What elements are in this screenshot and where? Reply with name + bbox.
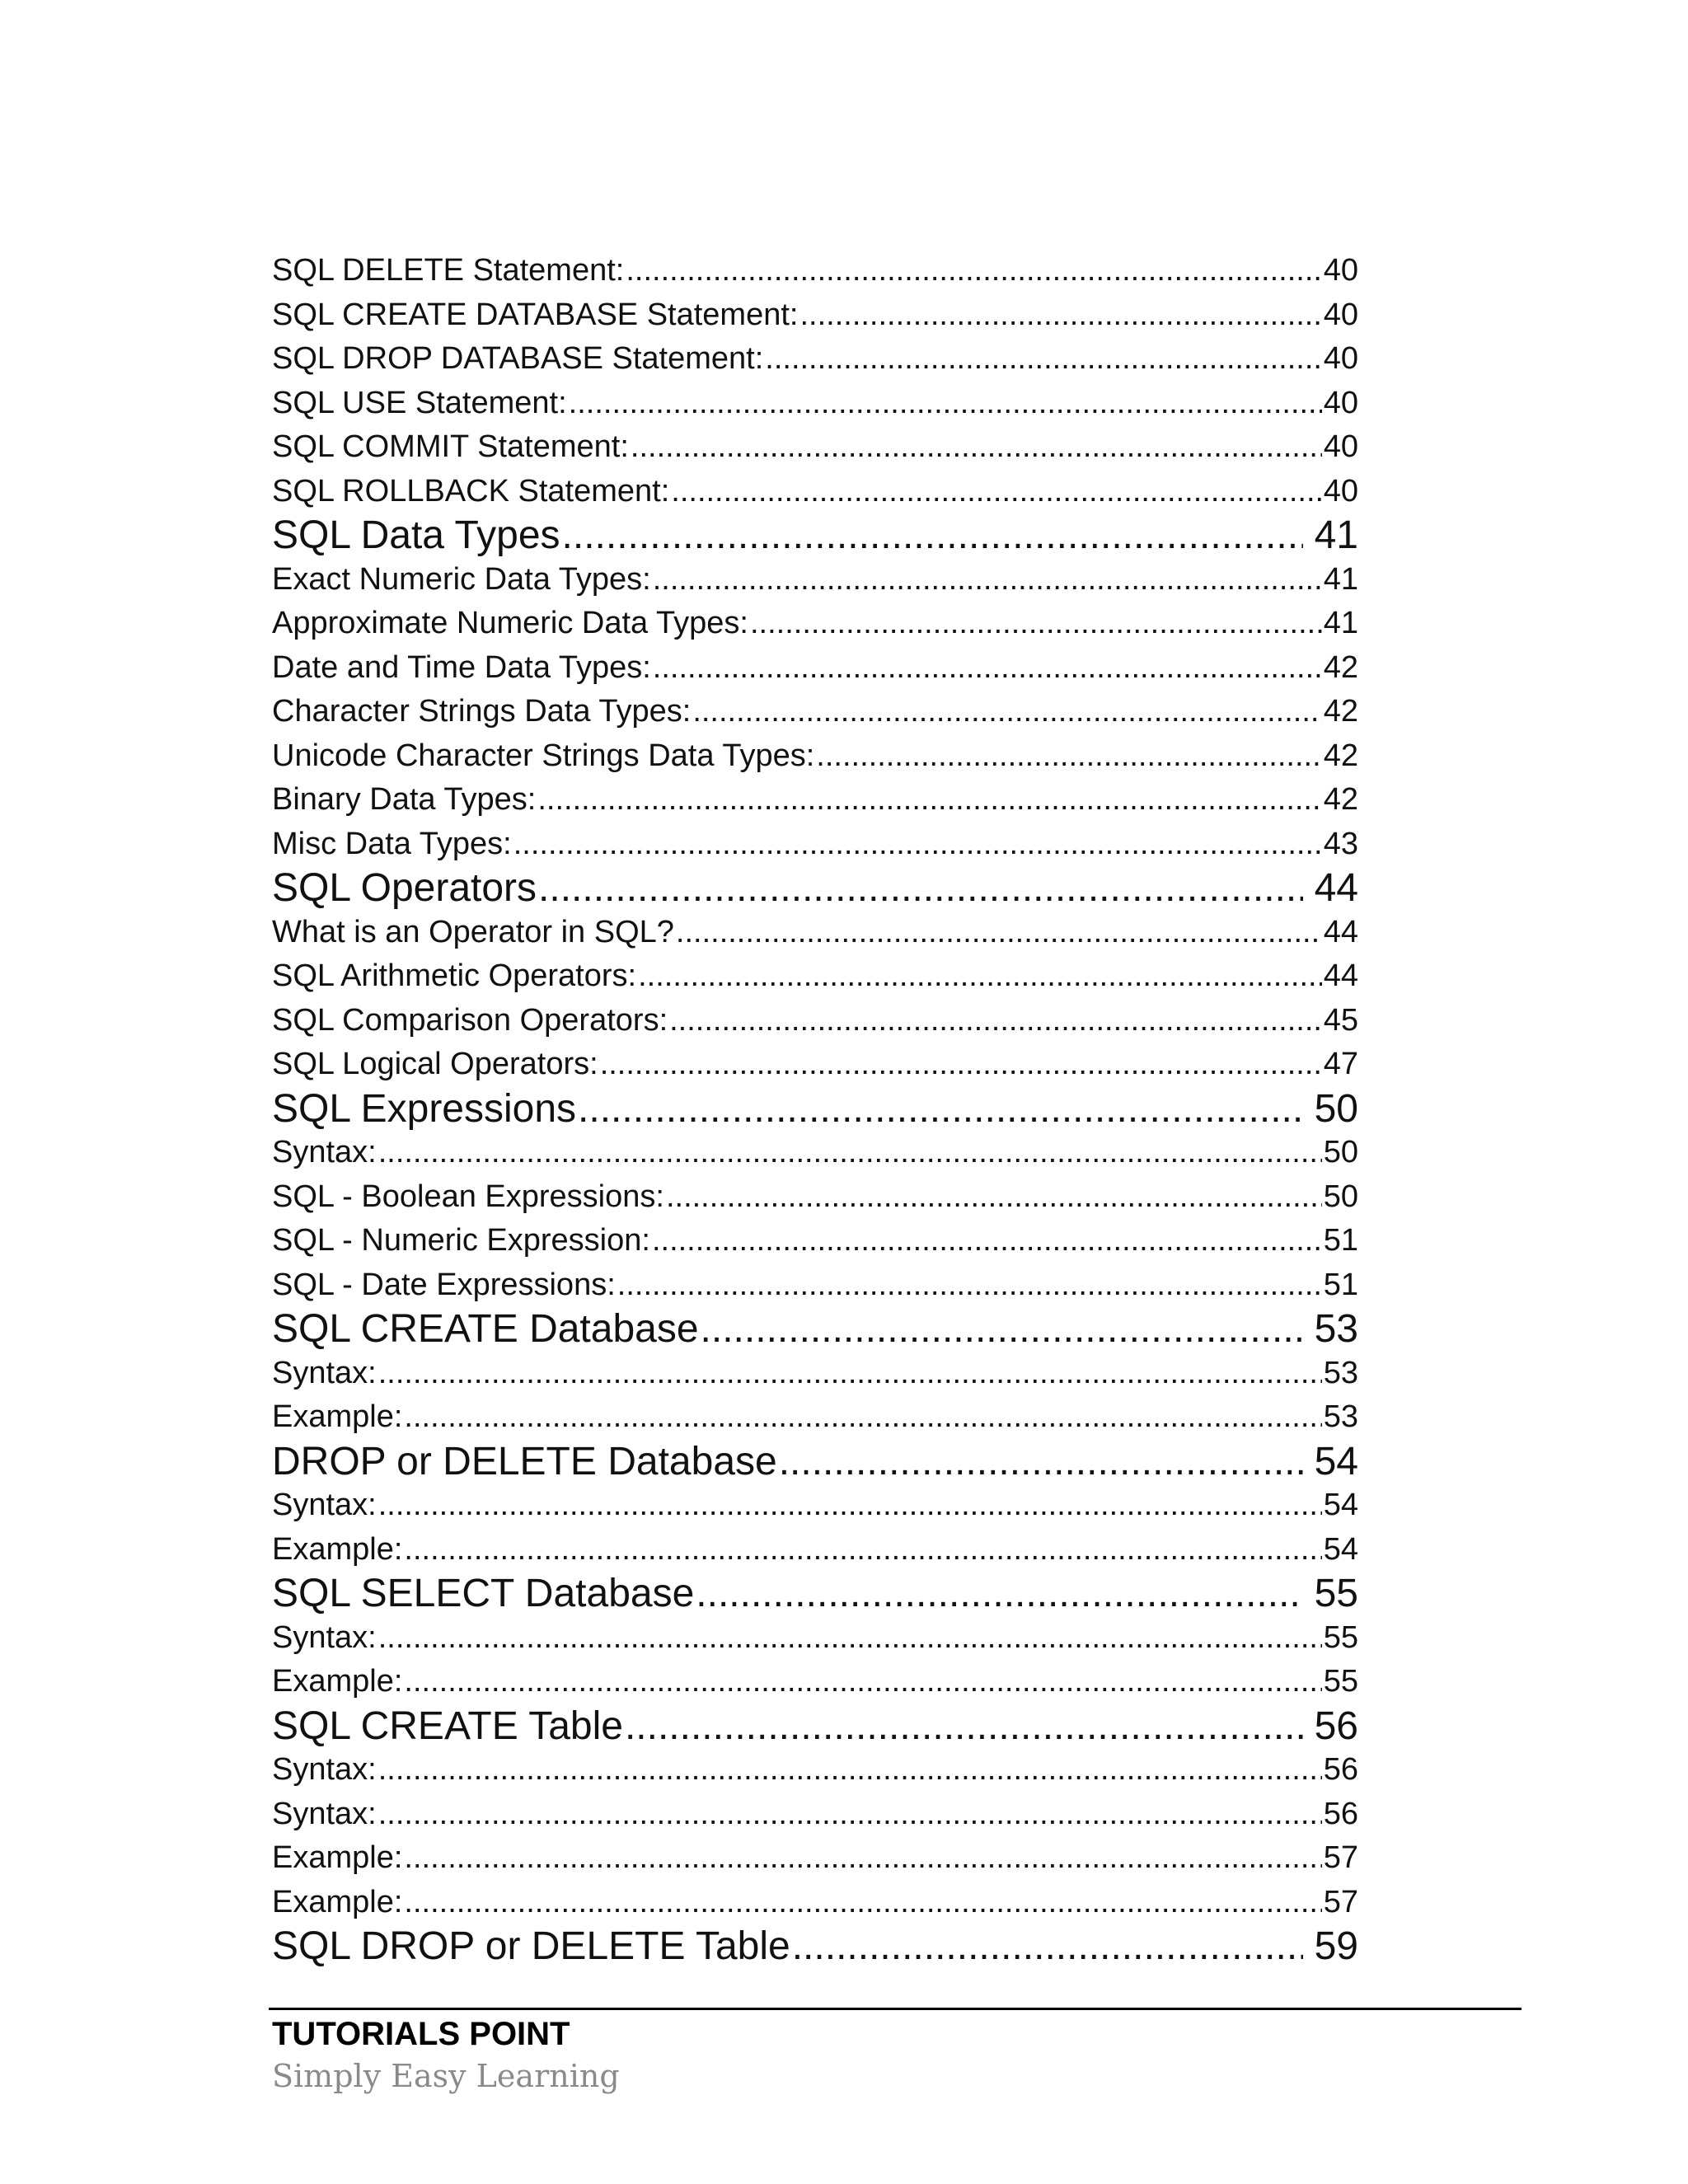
toc-leader-dots (378, 1131, 1322, 1175)
toc-entry-title: Approximate Numeric Data Types: (272, 606, 748, 640)
toc-entry-title: SQL DELETE Statement: (272, 253, 625, 288)
toc-chapter-entry[interactable] (272, 513, 1358, 558)
toc-entry-page-number: 41 (1323, 606, 1358, 640)
toc-entry-page-number: 57 (1323, 1840, 1358, 1875)
toc-leader-dots (513, 823, 1322, 867)
toc-section-entry[interactable] (272, 425, 1358, 470)
toc-entry-title: Example: (272, 1399, 403, 1434)
toc-leader-dots (378, 1616, 1322, 1661)
toc-entry-title: SQL Operators (272, 866, 537, 910)
toc-leader-dots (792, 1924, 1303, 1969)
toc-entry-page-number: 42 (1323, 782, 1358, 817)
toc-leader-dots (701, 1307, 1303, 1352)
toc-section-entry[interactable] (272, 249, 1358, 293)
toc-section-entry[interactable] (272, 1175, 1358, 1220)
toc-entry-title: What is an Operator in SQL? (272, 914, 674, 949)
toc-section-entry[interactable] (272, 954, 1358, 999)
toc-leader-dots (631, 425, 1322, 470)
toc-leader-dots (578, 1087, 1303, 1132)
toc-entry-page-number: 53 (1314, 1307, 1358, 1351)
toc-section-entry[interactable] (272, 1616, 1358, 1661)
toc-leader-dots (538, 866, 1303, 911)
toc-leader-dots (692, 690, 1321, 734)
toc-leader-dots (404, 1528, 1321, 1572)
toc-leader-dots (638, 954, 1322, 999)
toc-leader-dots (569, 382, 1322, 426)
toc-entry-page-number: 56 (1323, 1752, 1358, 1787)
toc-entry-page-number: 41 (1323, 561, 1358, 597)
toc-section-entry[interactable] (272, 470, 1358, 514)
toc-entry-title: SQL ROLLBACK Statement: (272, 473, 670, 509)
toc-entry-page-number: 40 (1323, 253, 1358, 288)
toc-entry-title: SQL Logical Operators: (272, 1047, 598, 1081)
toc-leader-dots (653, 558, 1322, 602)
toc-leader-dots (617, 1263, 1322, 1308)
toc-entry-title: SQL Arithmetic Operators: (272, 958, 637, 993)
footer-brand: TUTORIALS POINT (272, 2016, 570, 2052)
toc-section-entry[interactable] (272, 1528, 1358, 1572)
toc-leader-dots (765, 337, 1321, 382)
toc-entry-title: SQL CREATE Table (272, 1704, 623, 1748)
toc-entry-page-number: 54 (1323, 1531, 1358, 1567)
toc-entry-page-number: 44 (1323, 958, 1358, 993)
toc-entry-page-number: 54 (1323, 1488, 1358, 1522)
toc-section-entry[interactable] (272, 999, 1358, 1043)
toc-leader-dots (626, 249, 1321, 293)
toc-entry-title: Unicode Character Strings Data Types: (272, 738, 815, 773)
toc-section-entry[interactable] (272, 1793, 1358, 1837)
toc-entry-page-number: 44 (1323, 914, 1358, 949)
toc-entry-page-number: 41 (1314, 513, 1358, 557)
toc-leader-dots (378, 1483, 1322, 1528)
toc-leader-dots (652, 1219, 1322, 1263)
toc-entry-title: Syntax: (272, 1752, 377, 1787)
toc-leader-dots (669, 999, 1322, 1043)
toc-entry-page-number: 59 (1314, 1924, 1358, 1968)
toc-entry-page-number: 40 (1323, 297, 1358, 332)
toc-leader-dots (600, 1043, 1322, 1087)
toc-entry-page-number: 44 (1314, 866, 1358, 910)
toc-entry-title: Date and Time Data Types: (272, 649, 651, 685)
toc-entry-page-number: 40 (1323, 385, 1358, 420)
toc-entry-title: SQL USE Statement: (272, 385, 567, 420)
toc-section-entry[interactable] (272, 1219, 1358, 1263)
toc-entry-page-number: 42 (1323, 694, 1358, 729)
toc-entry-page-number: 50 (1323, 1135, 1358, 1169)
toc-section-entry[interactable] (272, 1748, 1358, 1793)
toc-entry-title: SQL CREATE DATABASE Statement: (272, 297, 799, 332)
toc-leader-dots (666, 1175, 1322, 1220)
toc-section-entry[interactable] (272, 690, 1358, 734)
toc-section-entry[interactable] (272, 382, 1358, 426)
toc-leader-dots (404, 1660, 1321, 1704)
toc-section-entry[interactable] (272, 1352, 1358, 1396)
toc-section-entry[interactable] (272, 1263, 1358, 1308)
toc-leader-dots (799, 293, 1321, 338)
toc-entry-page-number: 40 (1323, 341, 1358, 376)
toc-chapter-entry[interactable] (272, 866, 1358, 911)
table-of-contents (272, 249, 1358, 1969)
toc-entry-title: Syntax: (272, 1355, 377, 1390)
toc-entry-title: Example: (272, 1531, 403, 1567)
toc-chapter-entry[interactable] (272, 1704, 1358, 1749)
toc-section-entry[interactable] (272, 778, 1358, 823)
toc-entry-page-number: 56 (1314, 1704, 1358, 1748)
toc-entry-title: SQL CREATE Database (272, 1307, 699, 1351)
toc-section-entry[interactable] (272, 1881, 1358, 1925)
toc-leader-dots (696, 1572, 1302, 1616)
toc-leader-dots (537, 778, 1321, 823)
toc-entry-page-number: 57 (1323, 1884, 1358, 1919)
toc-leader-dots (404, 1395, 1321, 1440)
toc-entry-title: Character Strings Data Types: (272, 694, 692, 729)
toc-section-entry[interactable] (272, 1395, 1358, 1440)
toc-entry-title: SQL DROP or DELETE Table (272, 1924, 790, 1968)
toc-section-entry[interactable] (272, 293, 1358, 338)
toc-entry-page-number: 56 (1323, 1796, 1358, 1831)
toc-leader-dots (676, 911, 1322, 955)
toc-entry-title: SQL - Boolean Expressions: (272, 1179, 664, 1214)
footer-tagline: Simply Easy Learning (272, 2058, 620, 2094)
toc-entry-title: Exact Numeric Data Types: (272, 561, 651, 597)
toc-section-entry[interactable] (272, 911, 1358, 955)
toc-entry-page-number: 50 (1314, 1086, 1358, 1131)
toc-entry-title: SQL DROP DATABASE Statement: (272, 341, 764, 376)
toc-chapter-entry[interactable] (272, 1924, 1358, 1969)
toc-entry-page-number: 53 (1323, 1399, 1358, 1434)
toc-entry-title: SQL SELECT Database (272, 1572, 695, 1615)
toc-entry-page-number: 51 (1323, 1223, 1358, 1258)
toc-entry-page-number: 42 (1323, 738, 1358, 773)
toc-leader-dots (816, 734, 1321, 779)
toc-section-entry[interactable] (272, 646, 1358, 691)
toc-entry-title: Example: (272, 1884, 403, 1919)
toc-chapter-entry[interactable] (272, 1440, 1358, 1484)
toc-leader-dots (653, 646, 1322, 691)
toc-leader-dots (378, 1748, 1322, 1793)
toc-section-entry[interactable] (272, 1660, 1358, 1704)
toc-entry-title: Syntax: (272, 1135, 377, 1169)
toc-entry-page-number: 43 (1323, 826, 1358, 861)
toc-entry-title: Syntax: (272, 1488, 377, 1522)
toc-leader-dots (378, 1793, 1322, 1837)
toc-entry-title: Misc Data Types: (272, 826, 512, 861)
toc-entry-page-number: 45 (1323, 1002, 1358, 1038)
toc-entry-page-number: 53 (1323, 1355, 1358, 1390)
toc-entry-title: Binary Data Types: (272, 782, 537, 817)
toc-leader-dots (404, 1836, 1321, 1881)
toc-leader-dots (378, 1352, 1322, 1396)
toc-entry-title: DROP or DELETE Database (272, 1439, 777, 1483)
toc-entry-page-number: 55 (1323, 1664, 1358, 1699)
toc-section-entry[interactable] (272, 1483, 1358, 1528)
toc-entry-title: Example: (272, 1664, 403, 1699)
toc-entry-page-number: 47 (1323, 1047, 1358, 1081)
toc-entry-page-number: 51 (1323, 1267, 1358, 1302)
toc-section-entry[interactable] (272, 1043, 1358, 1087)
toc-chapter-entry[interactable] (272, 1572, 1358, 1616)
toc-entry-page-number: 55 (1323, 1619, 1358, 1655)
toc-entry-title: SQL - Numeric Expression: (272, 1223, 650, 1258)
toc-leader-dots (750, 602, 1322, 646)
toc-section-entry[interactable] (272, 1131, 1358, 1175)
toc-entry-title: SQL Comparison Operators: (272, 1002, 668, 1038)
toc-entry-title: SQL Data Types (272, 513, 560, 557)
toc-leader-dots (779, 1440, 1303, 1484)
toc-entry-page-number: 40 (1323, 429, 1358, 464)
toc-leader-dots (404, 1881, 1321, 1925)
toc-section-entry[interactable] (272, 337, 1358, 382)
toc-entry-page-number: 55 (1314, 1572, 1358, 1615)
toc-entry-title: Syntax: (272, 1796, 377, 1831)
toc-entry-title: Syntax: (272, 1619, 377, 1655)
toc-entry-page-number: 40 (1323, 473, 1358, 509)
toc-leader-dots (671, 470, 1321, 514)
toc-section-entry[interactable] (272, 558, 1358, 602)
toc-section-entry[interactable] (272, 734, 1358, 779)
toc-entry-page-number: 42 (1323, 649, 1358, 685)
toc-chapter-entry[interactable] (272, 1307, 1358, 1352)
toc-section-entry[interactable] (272, 602, 1358, 646)
toc-entry-title: SQL Expressions (272, 1086, 577, 1131)
toc-entry-page-number: 50 (1323, 1179, 1358, 1214)
toc-section-entry[interactable] (272, 823, 1358, 867)
toc-entry-title: SQL COMMIT Statement: (272, 429, 629, 464)
toc-section-entry[interactable] (272, 1836, 1358, 1881)
toc-entry-title: SQL - Date Expressions: (272, 1267, 616, 1302)
toc-leader-dots (562, 513, 1303, 558)
toc-entry-title: Example: (272, 1840, 403, 1875)
toc-entry-page-number: 54 (1314, 1439, 1358, 1483)
toc-chapter-entry[interactable] (272, 1087, 1358, 1132)
footer-divider (269, 2008, 1522, 2010)
toc-leader-dots (625, 1704, 1303, 1749)
